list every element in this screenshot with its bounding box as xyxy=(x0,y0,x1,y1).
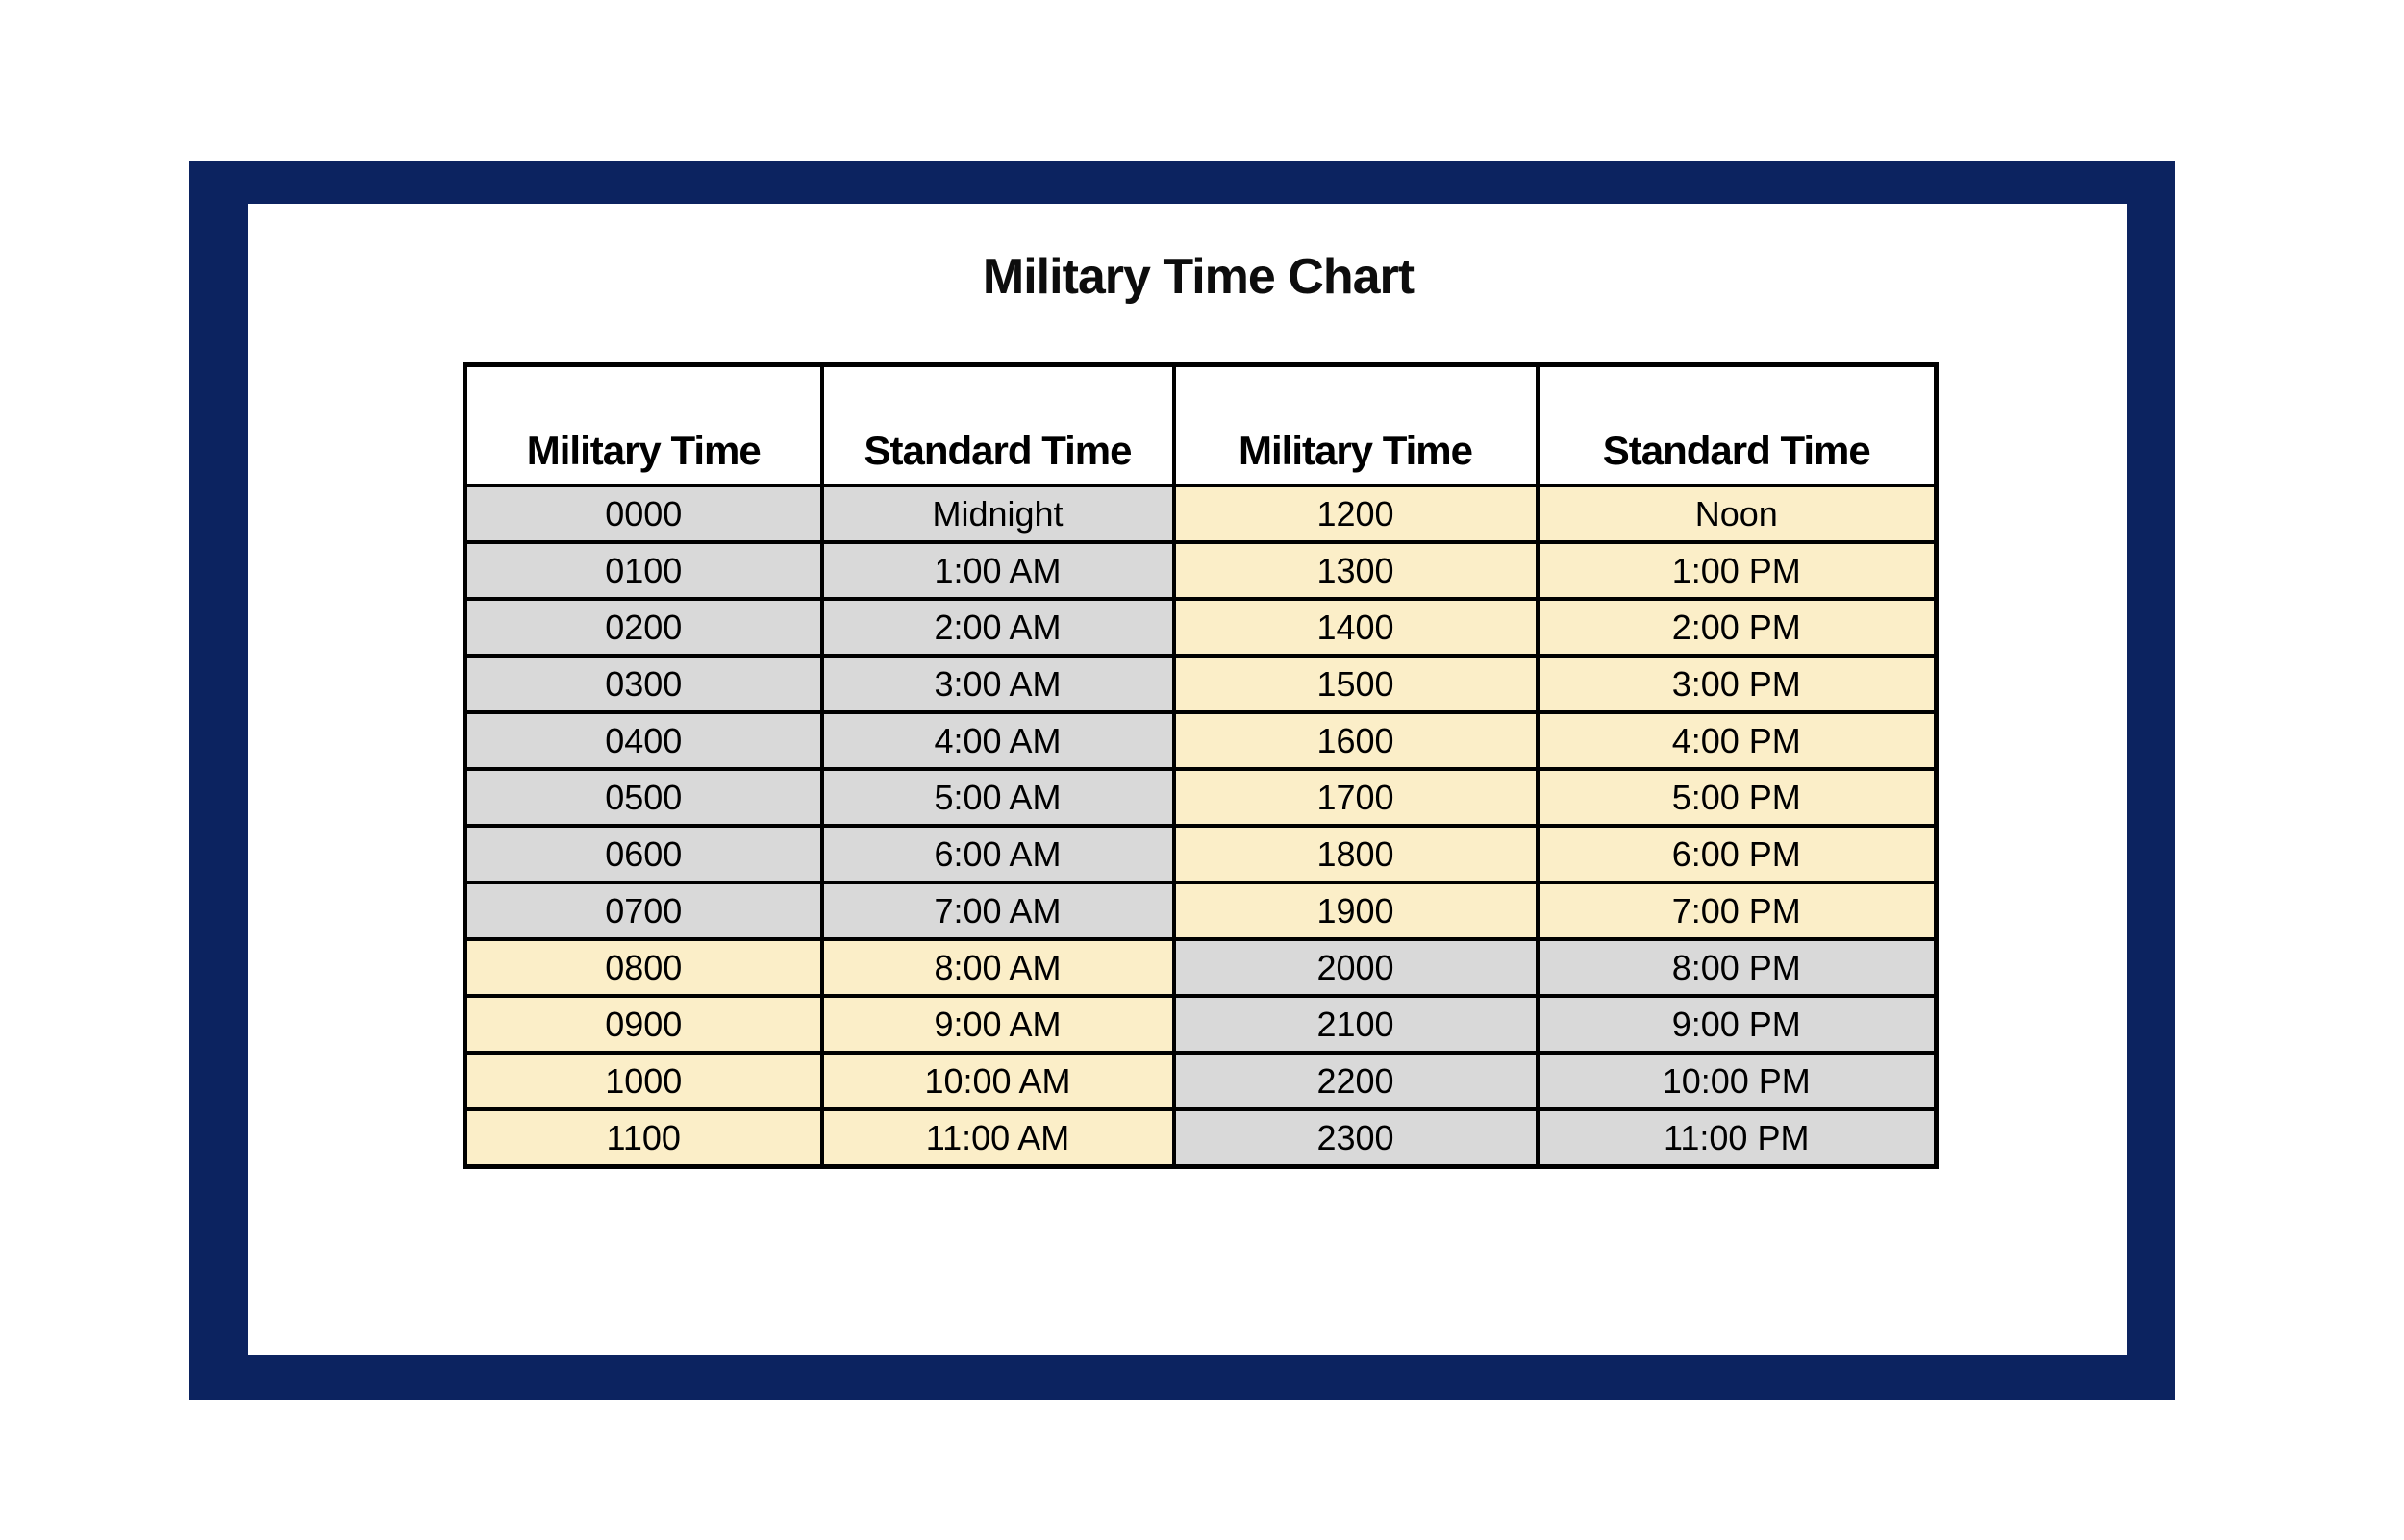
table-cell: 0800 xyxy=(465,939,822,996)
table-row xyxy=(465,882,1937,939)
table-cell: 8:00 AM xyxy=(822,939,1174,996)
table-cell: 2300 xyxy=(1174,1109,1538,1167)
table-cell: 7:00 PM xyxy=(1538,882,1937,939)
table-header-row xyxy=(465,365,1937,486)
table-row xyxy=(465,485,1937,542)
table-cell: 1600 xyxy=(1174,712,1538,769)
table-cell: 0000 xyxy=(465,485,822,542)
table-cell: 1100 xyxy=(465,1109,822,1167)
table-cell: 8:00 PM xyxy=(1538,939,1937,996)
table-cell: 0200 xyxy=(465,599,822,656)
header-military-time-2: Military Time xyxy=(1174,365,1538,486)
table-cell: 1300 xyxy=(1174,542,1538,599)
table-row xyxy=(465,656,1937,712)
table-cell: 1700 xyxy=(1174,769,1538,826)
table-cell: 1000 xyxy=(465,1053,822,1109)
table-row xyxy=(465,939,1937,996)
table-cell: 2000 xyxy=(1174,939,1538,996)
table-cell: 7:00 AM xyxy=(822,882,1174,939)
table-cell: 0900 xyxy=(465,996,822,1053)
table-cell: 5:00 AM xyxy=(822,769,1174,826)
table-cell: 1500 xyxy=(1174,656,1538,712)
table-cell: 11:00 PM xyxy=(1538,1109,1937,1167)
table-cell: 0500 xyxy=(465,769,822,826)
table-row xyxy=(465,542,1937,599)
table-cell: 1400 xyxy=(1174,599,1538,656)
table-cell: 1:00 PM xyxy=(1538,542,1937,599)
table-cell: 10:00 PM xyxy=(1538,1053,1937,1109)
table-cell: 4:00 AM xyxy=(822,712,1174,769)
table-cell: 2:00 PM xyxy=(1538,599,1937,656)
table-cell: 9:00 AM xyxy=(822,996,1174,1053)
table-cell: 1800 xyxy=(1174,826,1538,882)
table-cell: 3:00 AM xyxy=(822,656,1174,712)
table-cell: 1200 xyxy=(1174,485,1538,542)
table-row xyxy=(465,712,1937,769)
table-cell: Midnight xyxy=(822,485,1174,542)
table-row xyxy=(465,769,1937,826)
table-cell: 3:00 PM xyxy=(1538,656,1937,712)
table-cell: 0300 xyxy=(465,656,822,712)
table-row xyxy=(465,1053,1937,1109)
military-time-table xyxy=(463,362,1939,1169)
header-standard-time-1: Standard Time xyxy=(822,365,1174,486)
table-body xyxy=(465,485,1937,1167)
table-cell: 1900 xyxy=(1174,882,1538,939)
table-cell: 0100 xyxy=(465,542,822,599)
table-cell: 4:00 PM xyxy=(1538,712,1937,769)
table-cell: 11:00 AM xyxy=(822,1109,1174,1167)
table-cell: 9:00 PM xyxy=(1538,996,1937,1053)
table-row xyxy=(465,599,1937,656)
table-cell: 6:00 AM xyxy=(822,826,1174,882)
page-title: Military Time Chart xyxy=(982,249,1415,305)
table-cell: 0700 xyxy=(465,882,822,939)
table-cell: 0600 xyxy=(465,826,822,882)
table-cell: 10:00 AM xyxy=(822,1053,1174,1109)
table-cell: 2:00 AM xyxy=(822,599,1174,656)
table-cell: 2200 xyxy=(1174,1053,1538,1109)
table-cell: 0400 xyxy=(465,712,822,769)
table-cell: 5:00 PM xyxy=(1538,769,1937,826)
table-row xyxy=(465,996,1937,1053)
table-row xyxy=(465,1109,1937,1167)
table-row xyxy=(465,826,1937,882)
header-military-time-1: Military Time xyxy=(465,365,822,486)
table-cell: Noon xyxy=(1538,485,1937,542)
table-cell: 1:00 AM xyxy=(822,542,1174,599)
table-cell: 6:00 PM xyxy=(1538,826,1937,882)
header-standard-time-2: Standard Time xyxy=(1538,365,1937,486)
table-cell: 2100 xyxy=(1174,996,1538,1053)
